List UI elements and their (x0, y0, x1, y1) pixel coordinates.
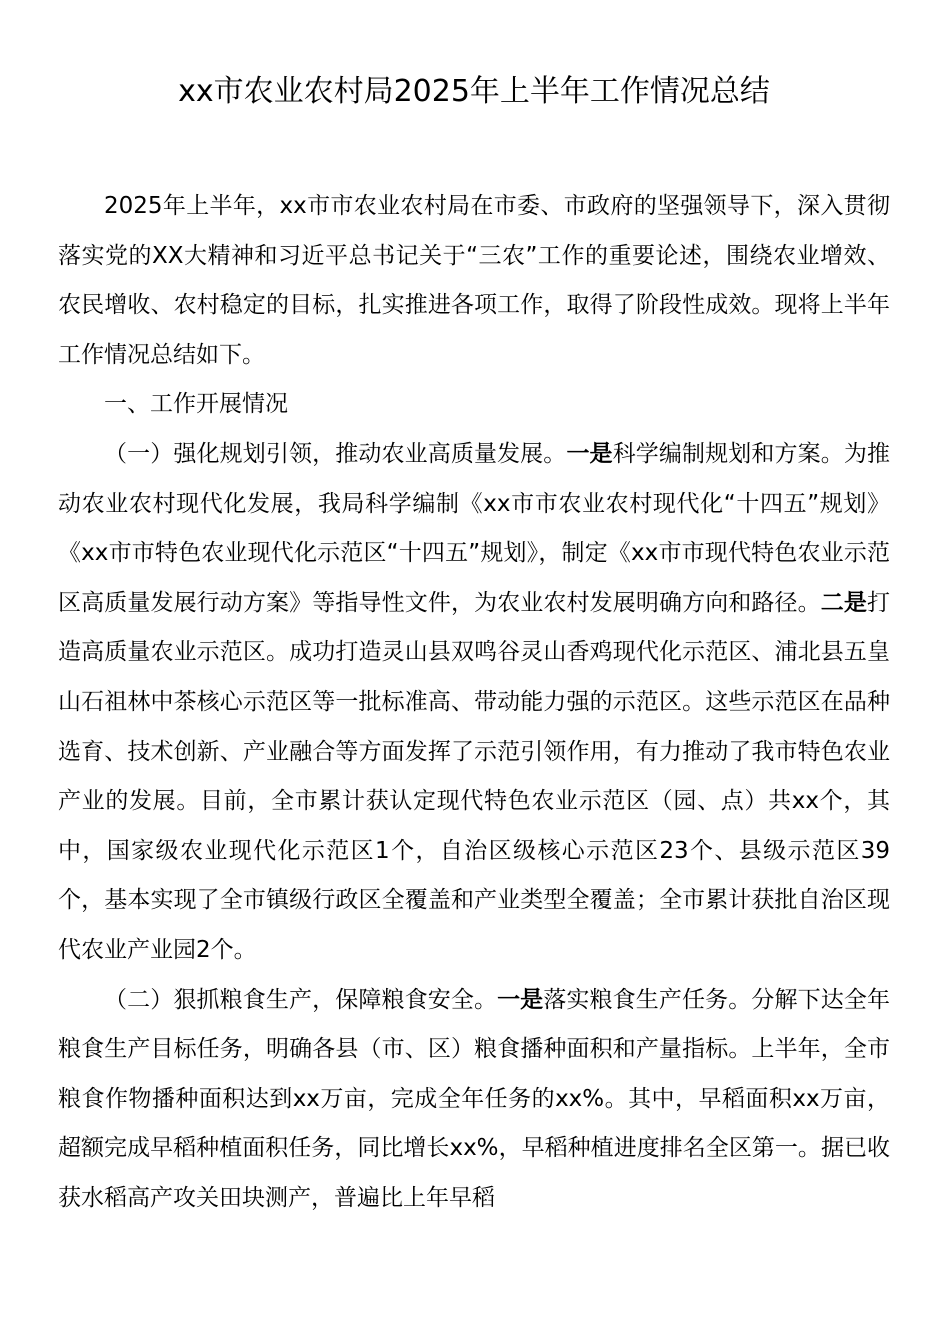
subsection-2-lead: （二）狠抓粮食生产，保障粮食安全。 (104, 986, 498, 1013)
subsection-1-paragraph (58, 430, 890, 976)
point-marker-second: 二是 (820, 589, 868, 616)
intro-paragraph: 2025年上半年，xx市市农业农村局在市委、市政府的坚强领导下，深入贯彻落实党的XX大精神和习近平总书记关于“三农”工作的重要论述，围绕农业增效、农民增收、农村稳定的目标，扎实推进各项工作，取得了阶段性成效。现将上半年工作情况总结如下。 (58, 193, 890, 368)
subsection-1-lead: （一）强化规划引领，推动农业高质量发展。 (104, 440, 567, 467)
document-title: xx市农业农村局2025年上半年工作情况总结 (178, 74, 770, 109)
point-marker-first: 一是 (497, 986, 544, 1013)
document-page (58, 62, 890, 1223)
section-heading: 一、工作开展情况 (104, 391, 288, 418)
point-marker-first: 一是 (566, 440, 613, 467)
subsection-2-point-1-text: 落实粮食生产任务。分解下达全年粮食生产目标任务，明确各县（市、区）粮食播种面积和产量指标。上半年，全市粮食作物播种面积达到xx万亩，完成全年任务的xx%。其中，早稻面积xx万亩，超额完成早稻种植面积任务，同比增长xx%，早稻种植进度排名全区第一。据已收获水稻高产攻关田块测产，普遍比上年早稻 (58, 986, 891, 1211)
subsection-1-point-1-text: 科学编制规划和方案。为推动农业农村现代化发展，我局科学编制《xx市市农业农村现代化“十四五”规划》《xx市市特色农业现代化示范区“十四五”规划》，制定《xx市市现代特色农业示范区高质量发展行动方案》等指导性文件，为农业农村发展明确方向和路径。 (58, 440, 891, 616)
subsection-2-paragraph (58, 976, 890, 1224)
subsection-1-point-2-text: 打造高质量农业示范区。成功打造灵山县双鸣谷灵山香鸡现代化示范区、浦北县五皇山石祖林中茶核心示范区等一批标准高、带动能力强的示范区。这些示范区在品种选育、技术创新、产业融合等方面发挥了示范引领作用，有力推动了我市特色农业产业的发展。目前，全市累计获认定现代特色农业示范区（园、点）共xx个，其中，国家级农业现代化示范区1个，自治区级核心示范区23个、县级示范区39个，基本实现了全市镇级行政区全覆盖和产业类型全覆盖；全市累计获批自治区现代农业产业园2个。 (58, 589, 891, 963)
